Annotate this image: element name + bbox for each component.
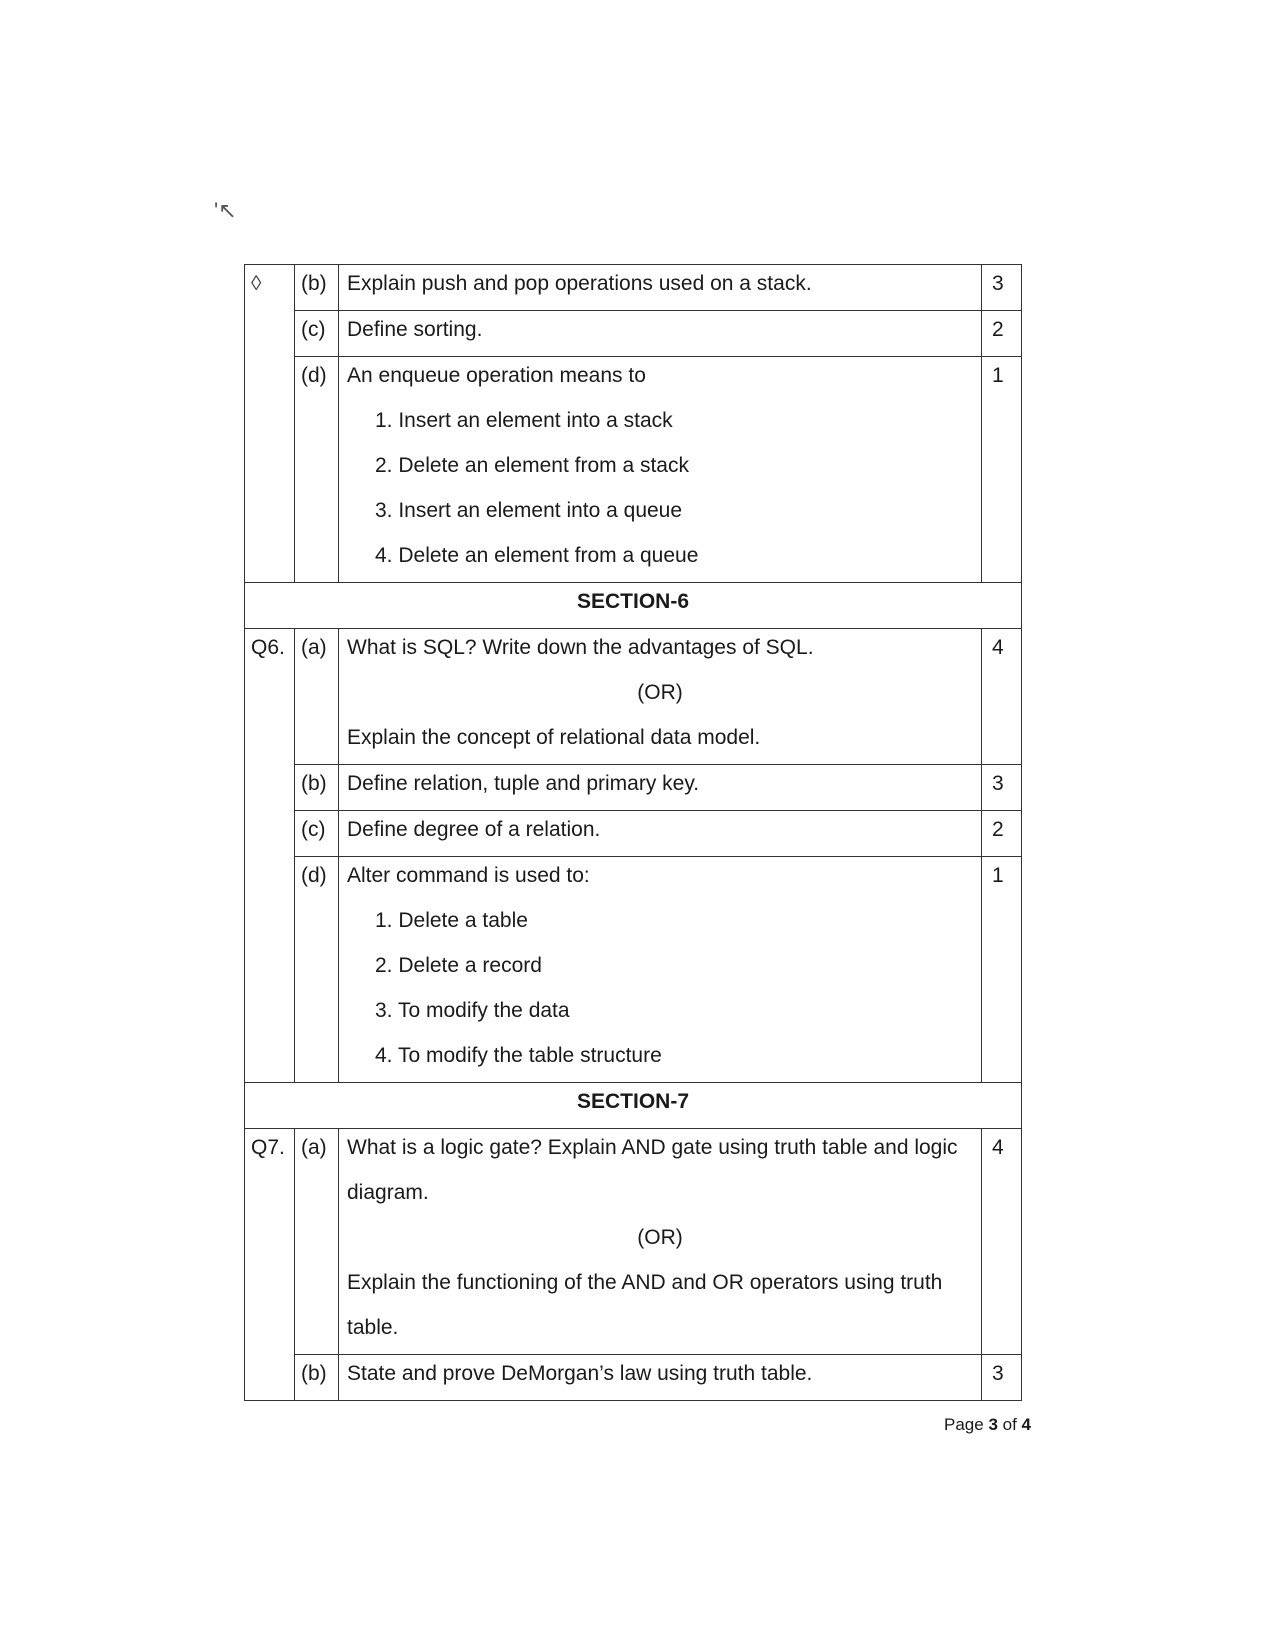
option: 1. Delete a table <box>375 909 528 932</box>
question-row <box>245 765 1022 811</box>
marks: 2 <box>982 811 1022 857</box>
marks: 4 <box>982 1129 1022 1355</box>
question-row <box>245 1355 1022 1401</box>
page-total: 4 <box>1021 1415 1031 1434</box>
option: 2. Delete a record <box>375 954 542 977</box>
question-number-cell: Q7. <box>245 1129 295 1401</box>
margin-mark: ◊ <box>251 272 262 295</box>
page-of: of <box>997 1415 1022 1434</box>
part-label: (d) <box>295 357 339 583</box>
question-row <box>245 857 1022 1083</box>
question-text: State and prove DeMorgan’s law using truth table. <box>339 1355 982 1401</box>
question-number-cell: Q6. <box>245 629 295 1083</box>
part-label: (c) <box>295 311 339 357</box>
section-heading: SECTION-6 <box>245 583 1022 629</box>
marks: 1 <box>982 357 1022 583</box>
marks: 2 <box>982 311 1022 357</box>
option: 3. Insert an element into a queue <box>375 499 683 522</box>
question-text: An enqueue operation means to 1. Insert an element into a stack 2. Delete an element from a stack 3. Insert an element into a queue 4. Delete an element from a queue <box>339 357 982 583</box>
scan-mark: '↖ <box>214 198 237 223</box>
question-row <box>245 311 1022 357</box>
question-text: Define sorting. <box>339 311 982 357</box>
marks: 3 <box>982 1355 1022 1401</box>
page-prefix: Page <box>944 1415 989 1434</box>
option: 1. Insert an element into a stack <box>375 409 673 432</box>
question-row <box>245 265 1022 311</box>
section-heading: SECTION-7 <box>245 1083 1022 1129</box>
section-heading-row <box>245 1083 1022 1129</box>
part-label: (c) <box>295 811 339 857</box>
question-table <box>244 264 1022 1401</box>
or-label: (OR) <box>637 1226 683 1249</box>
marks: 3 <box>982 765 1022 811</box>
question-row <box>245 1129 1022 1355</box>
or-label: (OR) <box>637 681 683 704</box>
part-label: (a) <box>295 629 339 765</box>
question-text: Explain push and pop operations used on a stack. <box>339 265 982 311</box>
option: 4. Delete an element from a queue <box>375 544 699 567</box>
part-label: (d) <box>295 857 339 1083</box>
part-label: (a) <box>295 1129 339 1355</box>
page-current: 3 <box>988 1415 998 1434</box>
page-number <box>944 1415 1031 1435</box>
part-label: (b) <box>295 265 339 311</box>
part-label: (b) <box>295 1355 339 1401</box>
question-number-cell <box>245 265 295 583</box>
question-text: Define degree of a relation. <box>339 811 982 857</box>
question-text: What is SQL? Write down the advantages of SQL. (OR) Explain the concept of relational data model. <box>339 629 982 765</box>
question-row <box>245 357 1022 583</box>
question-row <box>245 811 1022 857</box>
option: 3. To modify the data <box>375 999 570 1022</box>
question-text: Define relation, tuple and primary key. <box>339 765 982 811</box>
marks: 4 <box>982 629 1022 765</box>
section-heading-row <box>245 583 1022 629</box>
question-text: What is a logic gate? Explain AND gate using truth table and logic diagram. (OR) Explain the functioning of the AND and OR operators using truth table. <box>339 1129 982 1355</box>
question-row <box>245 629 1022 765</box>
part-label: (b) <box>295 765 339 811</box>
option: 2. Delete an element from a stack <box>375 454 689 477</box>
option: 4. To modify the table structure <box>375 1044 662 1067</box>
marks: 3 <box>982 265 1022 311</box>
question-text: Alter command is used to: 1. Delete a table 2. Delete a record 3. To modify the data 4. To modify the table structure <box>339 857 982 1083</box>
marks: 1 <box>982 857 1022 1083</box>
